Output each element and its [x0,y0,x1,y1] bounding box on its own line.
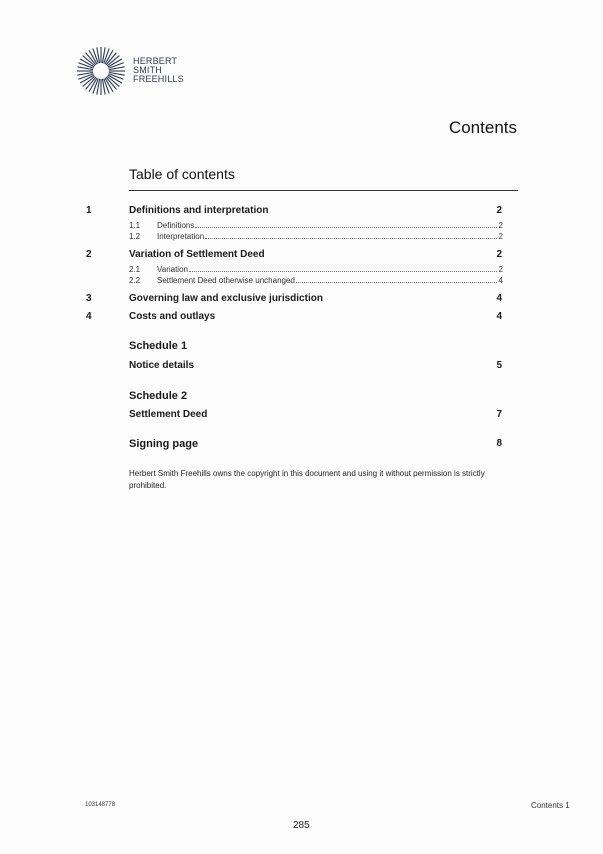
page-number: 285 [293,820,310,831]
subsection-label: Variation [157,265,188,274]
toc-subsection-row[interactable] [129,221,503,230]
starburst-logo-icon [76,46,126,96]
subsection-label: Definitions [157,221,195,230]
page-title: Contents [448,118,517,137]
section-number: 2 [86,249,92,260]
heading-rule [129,190,518,191]
subsection-label: Interpretation [157,232,205,241]
copyright-notice: Herbert Smith Freehills owns the copyright in this document and using it without permission is strictly prohibited. [129,469,485,490]
schedule-page: 5 [496,360,502,371]
subsection-label: Settlement Deed otherwise unchanged [157,276,295,285]
subsection-number: 1.2 [129,232,141,241]
dot-leader [189,270,497,272]
signing-label: Signing page [129,438,199,450]
subsection-page: 2 [498,232,503,241]
subsection-number: 2.2 [129,276,141,285]
toc-subsection-row[interactable] [129,232,503,241]
subsection-number: 2.1 [129,265,141,274]
section-page: 2 [496,249,502,260]
section-label: Definitions and interpretation [129,205,269,216]
company-wordmark [133,57,184,84]
wordmark-line: HERBERT [133,56,178,66]
section-page: 4 [496,311,502,322]
section-number: 4 [86,311,92,322]
subsection-page: 2 [498,221,503,230]
section-label: Variation of Settlement Deed [129,249,265,260]
section-number: 3 [86,293,92,304]
subsection-page: 4 [498,276,503,285]
toc-subsection-row[interactable] [129,276,503,285]
contents-page-label: Contents 1 [531,801,570,810]
wordmark-line: FREEHILLS [133,74,184,84]
section-label: Governing law and exclusive jurisdiction [129,293,323,304]
section-page: 2 [496,205,502,216]
dot-leader [296,281,497,283]
section-page: 4 [496,293,502,304]
schedule-label: Settlement Deed [129,409,208,420]
dot-leader [195,226,496,228]
toc-heading: Table of contents [129,166,235,182]
dot-leader [205,237,496,239]
section-label: Costs and outlays [129,311,216,322]
schedule-page: 7 [496,409,502,420]
document-id: 103148778 [85,802,116,808]
subsection-page: 2 [498,265,503,274]
section-number: 1 [86,205,92,216]
signing-page: 8 [496,438,502,449]
schedule-label: Notice details [129,360,195,371]
schedule-heading: Schedule 2 [129,390,188,402]
toc-subsection-row[interactable] [129,265,503,274]
wordmark-line: SMITH [133,65,162,75]
subsection-number: 1.1 [129,221,141,230]
schedule-heading: Schedule 1 [129,340,188,352]
